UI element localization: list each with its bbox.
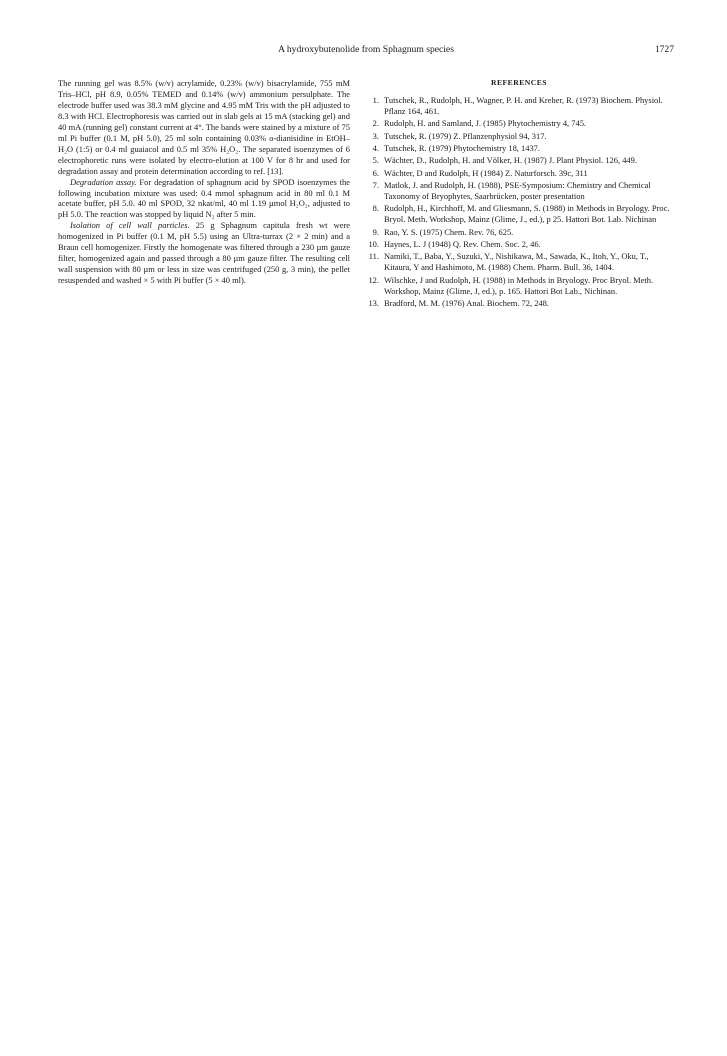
- reference-text: Haynes, L. J (1948) Q. Rev. Chem. Soc. 2, 46.: [384, 238, 541, 249]
- reference-text: Namiki, T., Baba, Y., Suzuki, Y., Nishikawa, M., Sawada, K., Itoh, Y., Oku, T., Kitaura, Y and Hashimoto, M. (1988) Chem. Pharm. Bull. 36, 1404.: [384, 251, 649, 273]
- reference-text: Rao, Y. S. (1975) Chem. Rev. 76, 625.: [384, 226, 514, 237]
- reference-item: [364, 131, 674, 142]
- reference-number: 9.: [372, 226, 379, 237]
- reference-number: 3.: [372, 130, 379, 141]
- reference-text: Rudolph, H. and Samland, J. (1985) Phytochemistry 4, 745.: [384, 118, 587, 129]
- reference-item: [364, 143, 674, 154]
- reference-item: [364, 180, 674, 202]
- cell-wall-isolation-heading: Isolation of cell wall particles.: [70, 220, 190, 231]
- reference-item: [364, 203, 674, 225]
- reference-text: Wilschke, J and Rudolph, H. (1988) in Methods in Bryology. Proc Bryol. Meth. Workshop, Mainz (Glime, J, ed.), p. 165. Hattori Bot Lab., Nichinan.: [384, 274, 654, 296]
- reference-number: 13.: [368, 297, 379, 308]
- reference-text: Tutschek, R., Rudolph, H., Wagner, P. H. and Kreher, R. (1973) Biochem. Physiol. Pflanz 164, 461.: [384, 95, 663, 116]
- reference-number: 10.: [368, 238, 379, 249]
- reference-text: Wächter, D and Rudolph, H (1984) Z. Naturforsch. 39c, 311: [384, 167, 588, 178]
- left-column: [58, 78, 350, 286]
- reference-item: [364, 298, 674, 309]
- reference-number: 5.: [372, 155, 379, 166]
- reference-item: [364, 251, 674, 273]
- degradation-assay-heading: Degradation assay.: [70, 176, 137, 187]
- reference-text: Matlok, J. and Rudolph, H. (1988), PSE-Symposium: Chemistry and Chemical Taxonomy of Bryophytes, Saarbrücken, poster presentation: [384, 180, 651, 201]
- reference-number: 8.: [372, 203, 379, 214]
- reference-number: 1.: [372, 95, 379, 105]
- paragraph-degradation-assay: [58, 177, 350, 221]
- reference-text: Bradford, M. M. (1976) Anal. Biochem. 72, 248.: [384, 297, 549, 308]
- page-header: [58, 44, 674, 58]
- running-title: A hydroxybutenolide from Sphagnum species: [278, 44, 454, 55]
- cell-wall-isolation-text: 25 g Sphagnum capitula fresh wt were homogenized in Pi buffer (0.1 M, pH 5.5) using an Ultra-turrax (2 × 2 min) and a Braun cell homogenizer. Firstly the homogenate was filtered through a 230 µm gauze filter, homogenized again and passed through a 80 µm gauze filter. The resulting cell wall suspension with 80 µm or less in size was centrifuged (250 g, 3 min), the pellet resuspended and washed × 5 with Pi buffer (5 × 40 ml).: [58, 220, 351, 286]
- reference-number: 2.: [372, 118, 379, 129]
- references-section: [364, 78, 674, 310]
- reference-item: [364, 275, 674, 297]
- reference-item: [364, 155, 674, 166]
- reference-item: [364, 168, 674, 179]
- reference-list: [364, 95, 674, 309]
- degradation-assay-text: For degradation of sphagnum acid by SPOD isoenzymes the following incubation mixture was used: 0.4 mmol sphagnum acid in 80 ml 0.1 M acetate buffer, pH 5.0. 40 ml SPOD, 32 nkat/ml, 40 ml 1.19 µmol H₂O₂, adjusted to pH 5.0. The reaction was stopped by liquid N₂ after 5 min.: [58, 176, 351, 220]
- paragraph-cell-wall-isolation: [58, 220, 350, 286]
- page-number: 1727: [654, 44, 674, 55]
- reference-text: Tutschek, R. (1979) Phytochemistry 18, 1437.: [384, 142, 541, 153]
- reference-item: [364, 118, 674, 129]
- reference-item: [364, 227, 674, 238]
- references-heading: REFERENCES: [490, 78, 548, 87]
- reference-text: Tutschek, R. (1979) Z. Pflanzenphysiol 94, 317.: [384, 130, 547, 141]
- paragraph-electrophoresis: The running gel was 8.5% (w/v) acrylamide, 0.23% (w/v) bisacrylamide, 755 mM Tris–HCl, pH 8.9, 0.05% TEMED and 0.14% (w/v) ammonium persulphate. The electrode buffer used was 38.3 mM glycine and 4.95 mM Tris with the pH adjusted to 8.3 with HCl. Electrophoresis was carried out in slab gels at 15 mA (stacking gel) and 40 mA (running gel) constant current at 4°. The bands were stained by a mixture of 75 ml Pi buffer (0.1 M, pH 5.0), 25 ml soln containing 0.03% o-dianisidine in EtOH–H₂O (1:5) or 0.4 ml guaiacol and 0.5 ml 35% H₂O₂. The separated isoenzymes of 6 electrophoretic runs were isolated by electro-elution at 100 V for 8 hr and used for degradation assay and protein determination according to ref. [13].: [58, 78, 350, 176]
- reference-number: 4.: [372, 142, 379, 153]
- reference-text: Wächter, D., Rudolph, H. and Völker, H. (1987) J. Plant Physiol. 126, 449.: [384, 155, 637, 166]
- reference-number: 6.: [372, 167, 379, 178]
- reference-number: 11.: [368, 251, 379, 262]
- reference-item: [364, 239, 674, 250]
- reference-number: 12.: [368, 274, 379, 285]
- reference-text: Rudolph, H., Kirchhoff, M. and Gliesmann, S. (1988) in Methods in Bryology. Proc. Bryol. Meth. Workshop, Mainz (Glime, J., ed.), p 25. Hattori Bot. Lab. Nichinan: [384, 203, 670, 225]
- reference-number: 7.: [372, 180, 379, 191]
- reference-item: [364, 95, 674, 117]
